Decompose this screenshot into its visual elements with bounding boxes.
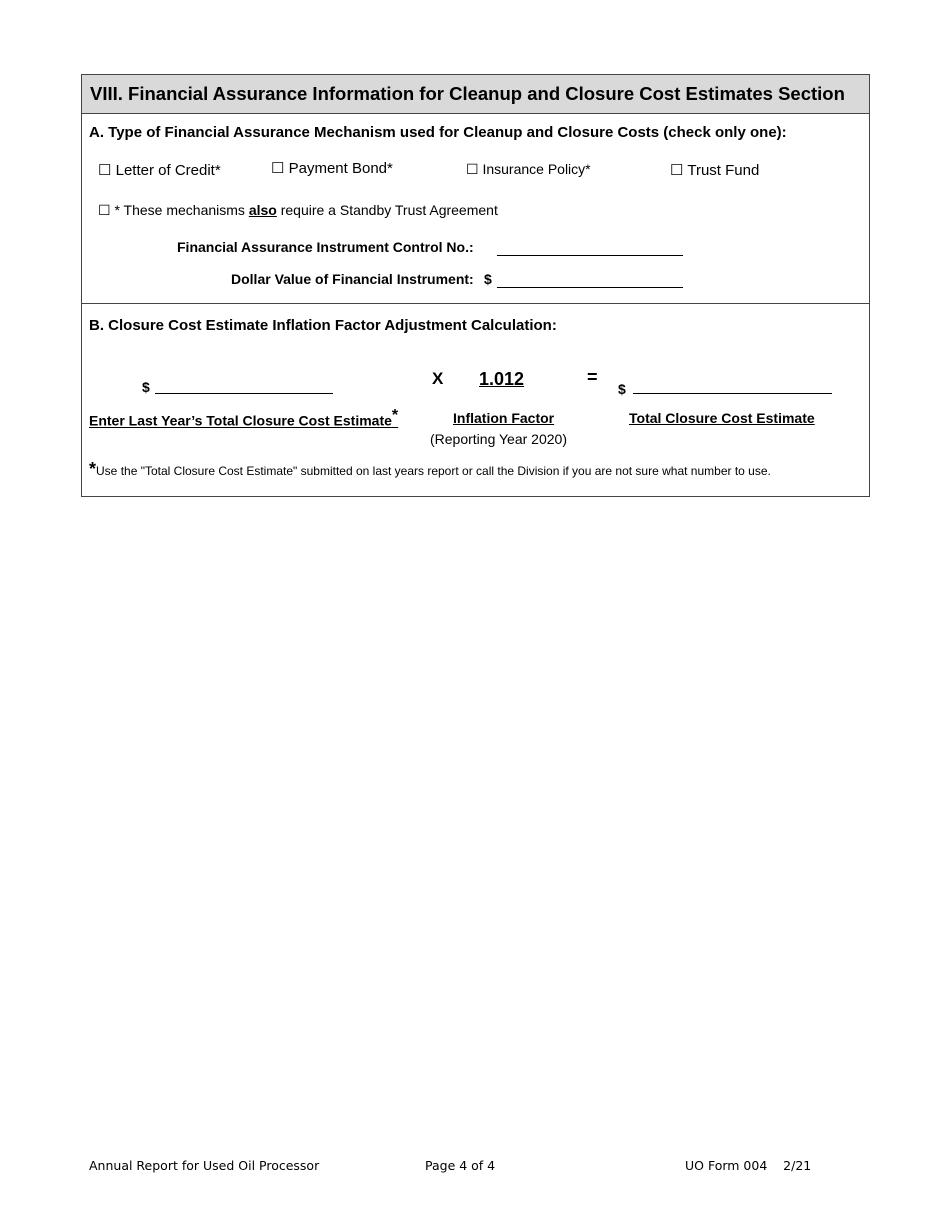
total-estimate-field[interactable] — [633, 377, 832, 394]
financial-assurance-section — [81, 74, 870, 497]
checkbox[interactable]: ☐ — [271, 160, 285, 177]
control-no-field[interactable] — [497, 239, 683, 256]
last-year-dollar-sign: $ — [142, 379, 150, 395]
last-year-estimate-label — [89, 407, 398, 429]
option-label: Letter of Credit* — [115, 162, 221, 179]
option-payment-bond[interactable] — [271, 159, 393, 177]
checkbox[interactable]: ☐ — [98, 202, 111, 218]
footer-title: Annual Report for Used Oil Processor — [89, 1158, 320, 1173]
section-title: VIII. Financial Assurance Information for Cleanup and Closure Cost Estimates Section — [90, 83, 845, 104]
footer-form-id: UO Form 004 2/21 — [685, 1158, 812, 1173]
option-label: Insurance Policy* — [482, 161, 591, 177]
dollar-sign: $ — [484, 271, 492, 287]
section-divider — [82, 303, 869, 304]
section-header — [82, 75, 869, 114]
footnote-text: Use the "Total Closure Cost Estimate" submitted on last years report or call the Division if you are not sure what number to use. — [96, 464, 771, 478]
standby-text: * These mechanisms — [114, 202, 249, 218]
label-text: Enter Last Year’s Total Closure Cost Estimate — [89, 412, 392, 429]
footnote-asterisk: * — [89, 459, 97, 479]
total-estimate-label: Total Closure Cost Estimate — [629, 410, 815, 426]
checkbox[interactable]: ☐ — [670, 162, 684, 179]
part-a-heading: A. Type of Financial Assurance Mechanism used for Cleanup and Closure Costs (check only one): — [89, 124, 787, 141]
option-label: Payment Bond* — [288, 160, 393, 177]
footer-page-number: Page 4 of 4 — [425, 1158, 496, 1173]
part-b-heading: B. Closure Cost Estimate Inflation Factor Adjustment Calculation: — [89, 317, 557, 334]
inflation-factor-value: 1.012 — [479, 369, 525, 389]
last-year-estimate-field[interactable] — [155, 377, 333, 394]
asterisk: * — [391, 407, 399, 424]
checkbox[interactable]: ☐ — [98, 162, 112, 179]
multiply-sign: X — [432, 369, 444, 388]
option-trust-fund[interactable] — [670, 161, 759, 179]
standby-trust-option[interactable] — [98, 202, 498, 219]
standby-text: require a Standby Trust Agreement — [276, 202, 498, 218]
inflation-factor-label: Inflation Factor — [453, 410, 555, 426]
control-no-label: Financial Assurance Instrument Control No.: — [177, 239, 474, 255]
equals-sign: = — [587, 367, 598, 387]
option-insurance-policy[interactable] — [466, 161, 591, 178]
total-dollar-sign: $ — [618, 381, 626, 397]
checkbox[interactable]: ☐ — [466, 161, 479, 177]
reporting-year-label: (Reporting Year 2020) — [430, 431, 567, 447]
option-letter-of-credit[interactable] — [98, 161, 221, 179]
footnote — [89, 459, 771, 480]
dollar-value-field[interactable] — [497, 271, 683, 288]
option-label: Trust Fund — [687, 162, 760, 179]
standby-emphasis: also — [248, 202, 277, 218]
dollar-value-label: Dollar Value of Financial Instrument: — [231, 271, 474, 287]
